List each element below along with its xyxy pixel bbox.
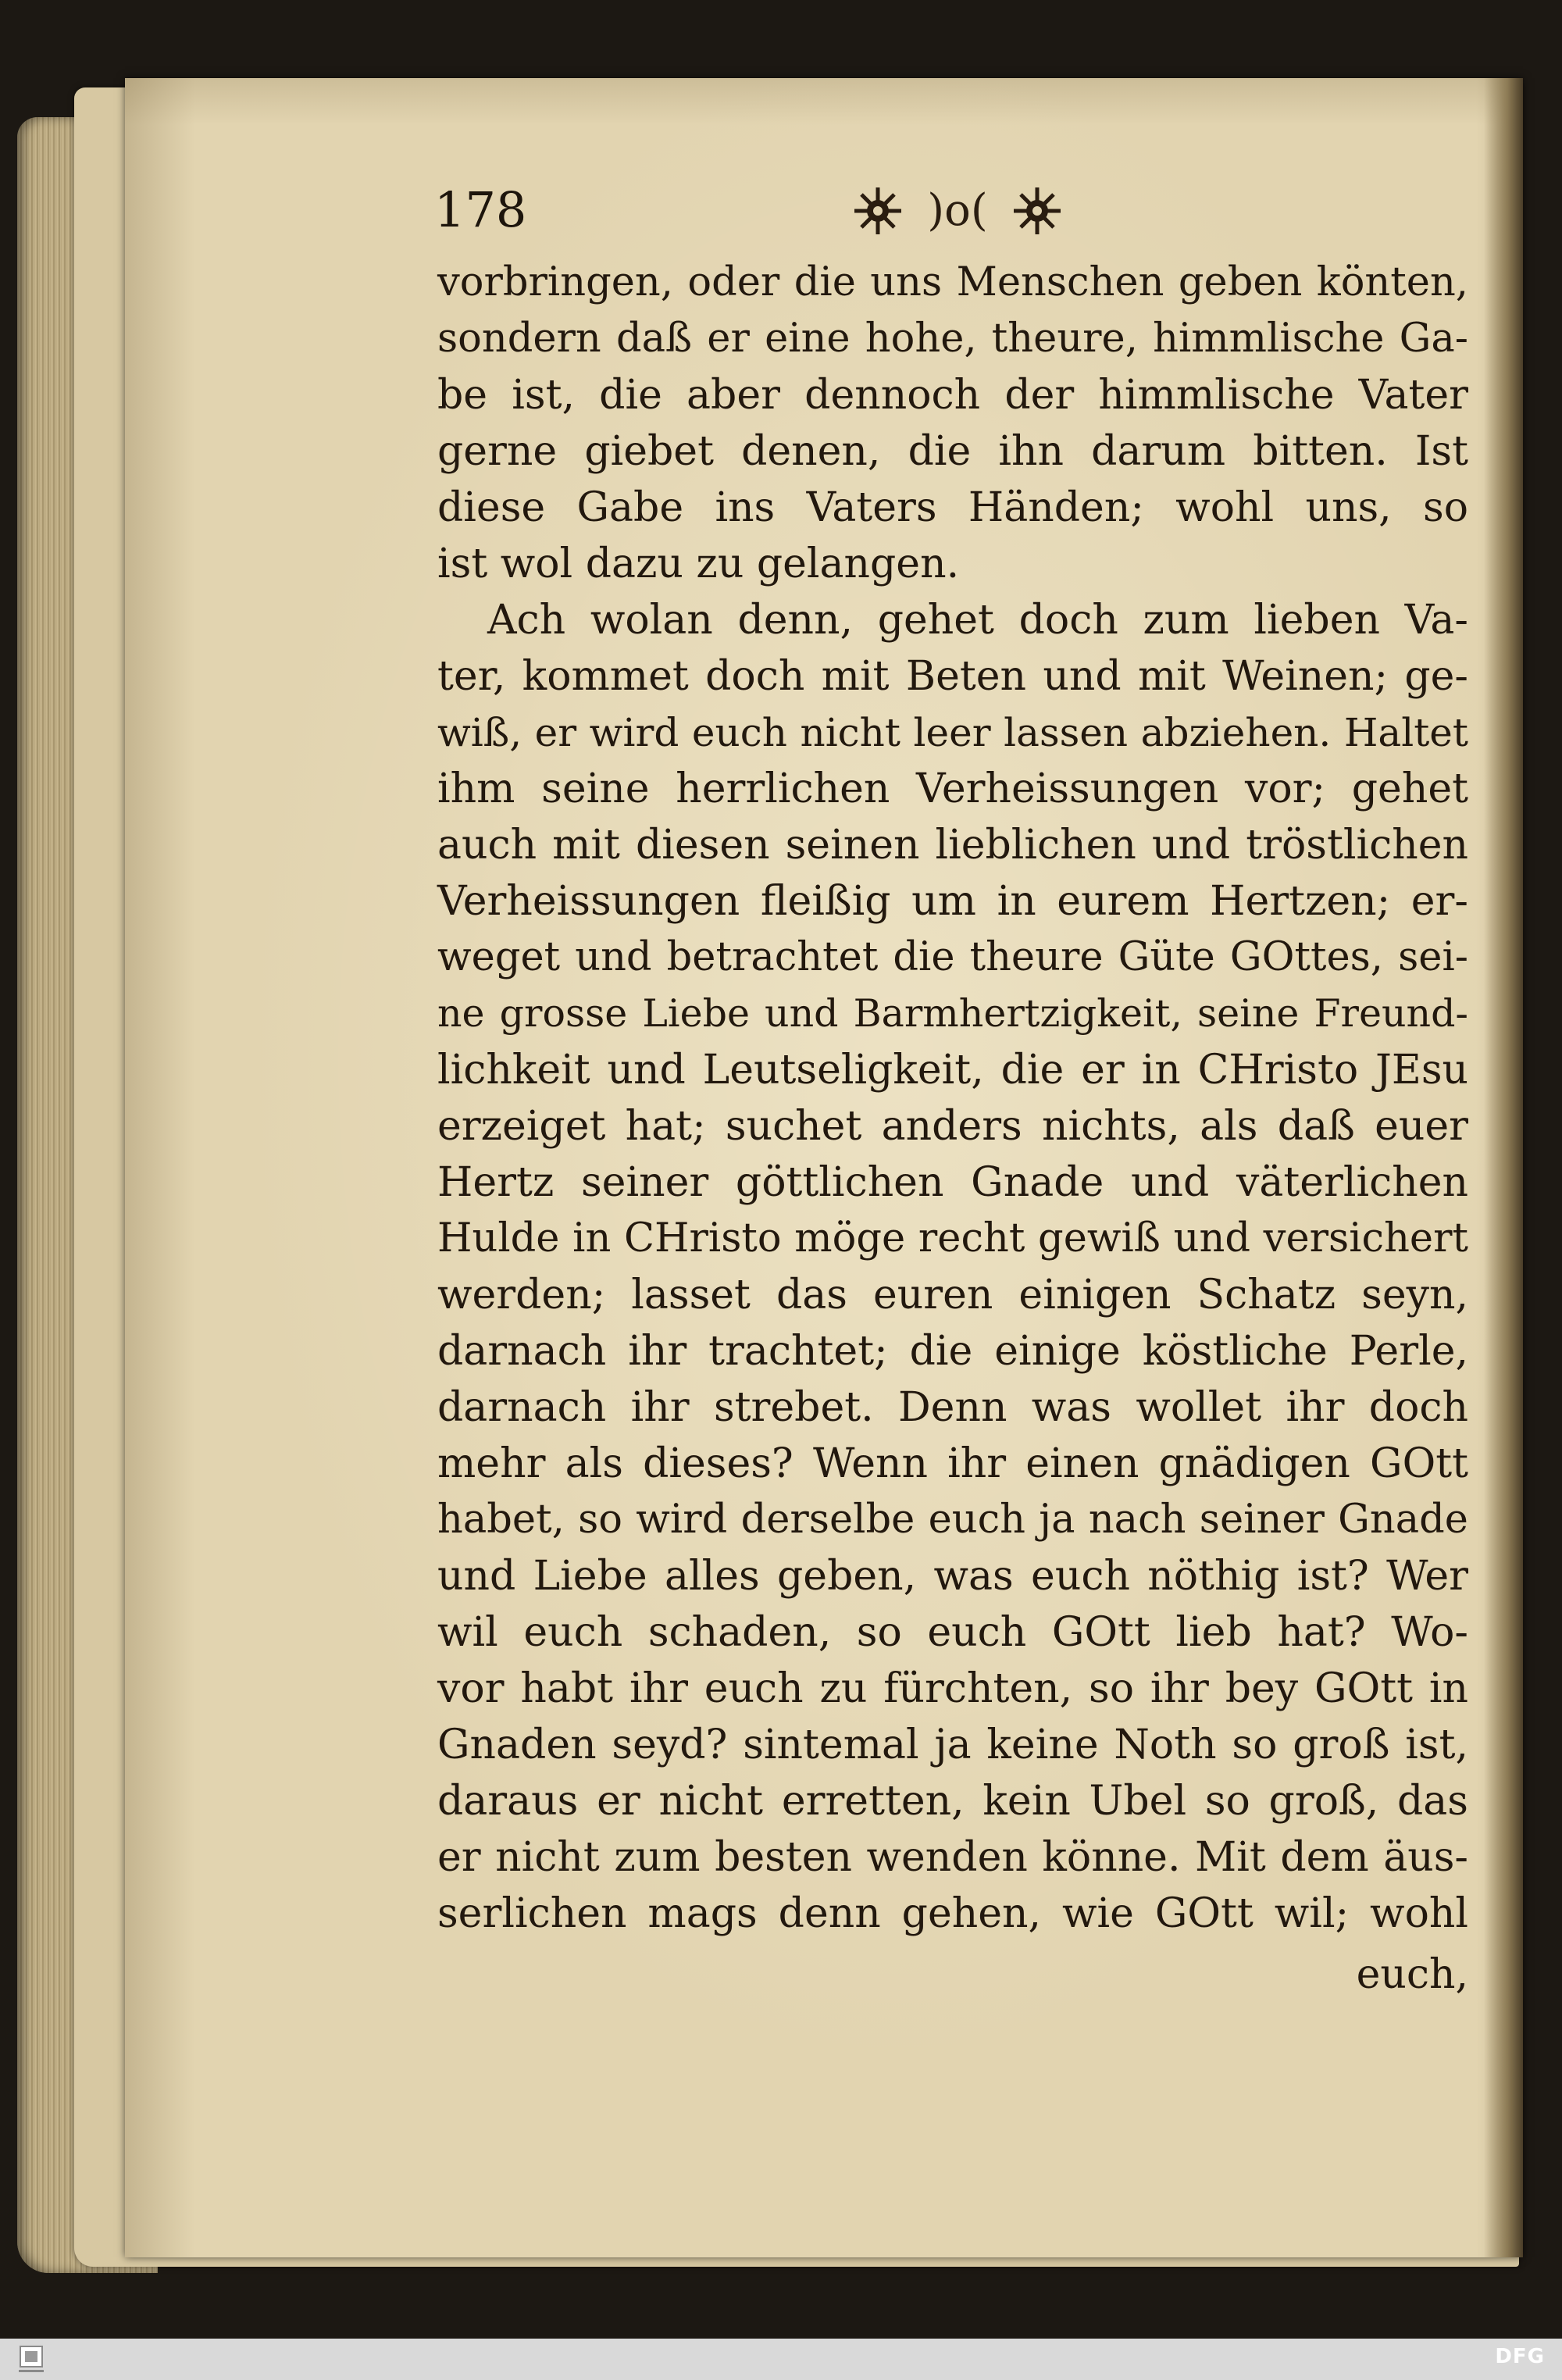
text-line: ihm seine herrlichen Verheissungen vor; gehet: [437, 765, 1468, 812]
text-line: auch mit diesen seinen lieblichen und tröstlichen: [437, 822, 1468, 869]
catchword: euch,: [1356, 1951, 1468, 1998]
text-line: erzeiget hat; suchet anders nichts, als daß euer: [437, 1103, 1468, 1150]
page-number: 178: [434, 181, 527, 238]
text-line: vor habt ihr euch zu fürchten, so ihr bey GOtt in: [437, 1665, 1468, 1712]
text-line: ne grosse Liebe und Barmhertzigkeit, seine Freund-: [437, 991, 1468, 1036]
text-line: darnach ihr strebet. Denn was wollet ihr doch: [437, 1384, 1468, 1431]
text-line: darnach ihr trachtet; die einige köstliche Perle,: [437, 1328, 1468, 1375]
ornament-text: )o(: [927, 185, 988, 236]
text-line: und Liebe alles geben, was euch nöthig ist? Wer: [437, 1553, 1468, 1600]
text-line: gerne giebet denen, die ihn darum bitten. Ist: [437, 428, 1468, 475]
text-line: Hertz seiner göttlichen Gnade und väterlichen: [437, 1159, 1468, 1206]
text-line: ter, kommet doch mit Beten und mit Weinen; ge-: [437, 653, 1468, 700]
text-line: Ach wolan denn, gehet doch zum lieben Va-: [487, 597, 1468, 644]
text-line: wiß, er wird euch nicht leer lassen abziehen. Haltet: [437, 710, 1468, 755]
text-line: be ist, die aber dennoch der himmlische Vater: [437, 372, 1468, 419]
text-line: Hulde in CHristo möge recht gewiß und versichert: [437, 1215, 1468, 1261]
flower-ornament-right-icon: [1014, 187, 1061, 234]
text-line: serlichen mags denn gehen, wie GOtt wil; wohl: [437, 1890, 1468, 1937]
text-line: diese Gabe ins Vaters Händen; wohl uns, so: [437, 484, 1468, 531]
text-line: vorbringen, oder die uns Menschen geben könten,: [437, 259, 1468, 305]
text-line: er nicht zum besten wenden könne. Mit dem äus-: [437, 1834, 1468, 1881]
text-line: Gnaden seyd? sintemal ja keine Noth so groß ist,: [437, 1722, 1468, 1768]
page-body-text: [437, 255, 1468, 2003]
text-line: weget und betrachtet die theure Güte GOttes, sei-: [437, 934, 1468, 980]
page-gutter: [1484, 78, 1523, 2257]
text-line: ist wol dazu zu gelangen.: [437, 541, 960, 587]
text-line: Verheissungen fleißig um in eurem Hertzen; er-: [437, 878, 1468, 925]
text-line: sondern daß er eine hohe, theure, himmlische Ga-: [437, 316, 1468, 362]
text-line: wil euch schaden, so euch GOtt lieb hat? Wo-: [437, 1609, 1468, 1656]
library-logo-icon: [14, 2342, 48, 2376]
viewer-footer-bar: [0, 2339, 1562, 2380]
text-line: lichkeit und Leutseligkeit, die er in CHristo JEsu: [437, 1047, 1468, 1094]
header-ornament: [840, 177, 1075, 247]
flower-ornament-left-icon: [854, 187, 901, 234]
text-line: mehr als dieses? Wenn ihr einen gnädigen GOtt: [437, 1440, 1468, 1487]
page-header: [434, 181, 1473, 252]
dfg-logo: DFG: [1495, 2345, 1545, 2368]
text-line: daraus er nicht erretten, kein Ubel so groß, das: [437, 1778, 1468, 1825]
text-line: werden; lasset das euren einigen Schatz seyn,: [437, 1272, 1468, 1318]
text-line: habet, so wird derselbe euch ja nach seiner Gnade: [437, 1497, 1468, 1543]
